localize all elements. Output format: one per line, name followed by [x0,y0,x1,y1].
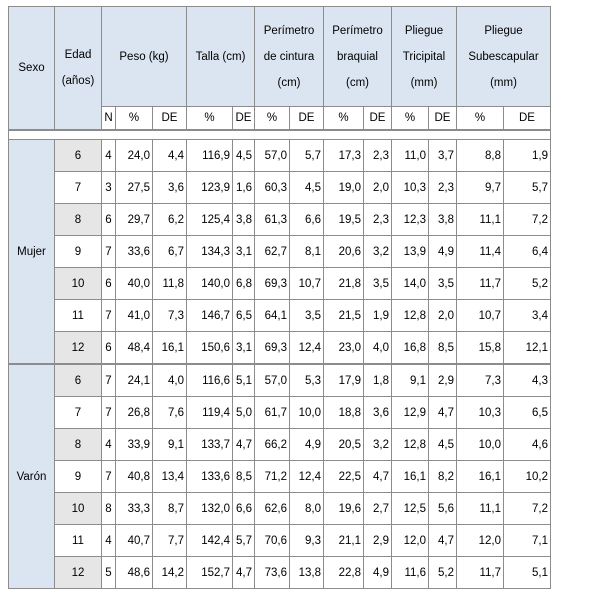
n-cell: 3 [102,172,116,204]
value-cell: 3,1 [233,332,255,365]
value-cell: 4,3 [504,364,551,397]
subheader-percent: % [255,107,290,131]
value-cell: 5,7 [290,140,324,172]
value-cell: 142,4 [187,525,233,557]
value-cell: 40,8 [116,461,153,493]
value-cell: 2,3 [364,204,392,236]
value-cell: 21,5 [324,300,364,332]
value-cell: 16,1 [457,461,504,493]
value-cell: 33,6 [116,236,153,268]
value-cell: 8,2 [429,461,457,493]
value-cell: 4,9 [290,429,324,461]
value-cell: 11,7 [457,268,504,300]
value-cell: 10,3 [392,172,429,204]
value-cell: 73,6 [255,557,290,589]
table-row [9,525,551,557]
value-cell: 140,0 [187,268,233,300]
value-cell: 20,6 [324,236,364,268]
age-cell: 9 [55,461,102,493]
value-cell: 5,1 [233,364,255,397]
value-cell: 23,0 [324,332,364,365]
age-cell: 12 [55,332,102,365]
table-row [9,204,551,236]
age-cell: 6 [55,364,102,397]
value-cell: 64,1 [255,300,290,332]
value-cell: 4,7 [233,557,255,589]
value-cell: 2,7 [364,493,392,525]
value-cell: 26,8 [116,397,153,429]
value-cell: 13,4 [153,461,187,493]
table-row [9,429,551,461]
n-cell: 7 [102,236,116,268]
value-cell: 7,3 [153,300,187,332]
value-cell: 133,7 [187,429,233,461]
anthropometry-table [8,6,551,589]
value-cell: 5,3 [290,364,324,397]
table-row [9,172,551,204]
value-cell: 61,7 [255,397,290,429]
value-cell: 3,5 [364,268,392,300]
spacer [9,130,551,140]
table-row [9,140,551,172]
value-cell: 11,8 [153,268,187,300]
subheader-de: DE [429,107,457,131]
value-cell: 3,7 [429,140,457,172]
n-cell: 7 [102,397,116,429]
subheader-percent: % [187,107,233,131]
table-row [9,493,551,525]
table-row [9,300,551,332]
value-cell: 18,8 [324,397,364,429]
value-cell: 1,9 [504,140,551,172]
value-cell: 16,1 [153,332,187,365]
header-braquial: Perímetro braquial (cm) [324,7,392,107]
value-cell: 12,3 [392,204,429,236]
value-cell: 2,3 [429,172,457,204]
subheader-de: DE [290,107,324,131]
value-cell: 2,0 [429,300,457,332]
value-cell: 69,3 [255,332,290,365]
value-cell: 132,0 [187,493,233,525]
value-cell: 70,6 [255,525,290,557]
n-cell: 4 [102,525,116,557]
value-cell: 6,6 [233,493,255,525]
value-cell: 14,0 [392,268,429,300]
value-cell: 5,2 [429,557,457,589]
n-cell: 8 [102,493,116,525]
value-cell: 3,6 [153,172,187,204]
value-cell: 12,8 [392,300,429,332]
value-cell: 33,3 [116,493,153,525]
subheader-de: DE [504,107,551,131]
n-cell: 6 [102,204,116,236]
value-cell: 134,3 [187,236,233,268]
value-cell: 10,3 [457,397,504,429]
value-cell: 4,7 [429,397,457,429]
value-cell: 17,9 [324,364,364,397]
value-cell: 8,7 [153,493,187,525]
value-cell: 3,8 [233,204,255,236]
value-cell: 1,9 [364,300,392,332]
subheader-n: N [102,107,116,131]
value-cell: 71,2 [255,461,290,493]
age-cell: 12 [55,557,102,589]
age-cell: 11 [55,525,102,557]
value-cell: 48,4 [116,332,153,365]
table-row [9,557,551,589]
value-cell: 15,8 [457,332,504,365]
value-cell: 11,1 [457,493,504,525]
value-cell: 5,2 [504,268,551,300]
value-cell: 133,6 [187,461,233,493]
value-cell: 19,5 [324,204,364,236]
value-cell: 6,2 [153,204,187,236]
subheader-percent: % [116,107,153,131]
value-cell: 3,5 [290,300,324,332]
value-cell: 5,7 [233,525,255,557]
age-cell: 11 [55,300,102,332]
header-cintura: Perímetro de cintura (cm) [255,7,324,107]
value-cell: 4,5 [429,429,457,461]
value-cell: 69,3 [255,268,290,300]
subheader-percent: % [392,107,429,131]
table-row [9,397,551,429]
value-cell: 9,7 [457,172,504,204]
value-cell: 4,9 [364,557,392,589]
header-sexo: Sexo [9,7,55,131]
value-cell: 24,0 [116,140,153,172]
value-cell: 11,0 [392,140,429,172]
value-cell: 125,4 [187,204,233,236]
value-cell: 12,1 [504,332,551,365]
value-cell: 4,0 [153,364,187,397]
n-cell: 7 [102,300,116,332]
value-cell: 116,9 [187,140,233,172]
value-cell: 12,5 [392,493,429,525]
value-cell: 19,0 [324,172,364,204]
table-row [9,364,551,397]
value-cell: 11,4 [457,236,504,268]
n-cell: 7 [102,461,116,493]
value-cell: 19,6 [324,493,364,525]
value-cell: 33,9 [116,429,153,461]
value-cell: 48,6 [116,557,153,589]
sex-cell: Varón [9,364,55,589]
header-talla: Talla (cm) [187,7,255,107]
value-cell: 20,5 [324,429,364,461]
value-cell: 6,5 [504,397,551,429]
value-cell: 8,8 [457,140,504,172]
age-cell: 7 [55,397,102,429]
n-cell: 6 [102,268,116,300]
value-cell: 2,9 [429,364,457,397]
value-cell: 3,2 [364,236,392,268]
subheader-de: DE [233,107,255,131]
subheader-de: DE [153,107,187,131]
value-cell: 3,4 [504,300,551,332]
age-cell: 8 [55,204,102,236]
value-cell: 3,2 [364,429,392,461]
value-cell: 62,6 [255,493,290,525]
value-cell: 11,6 [392,557,429,589]
value-cell: 13,9 [392,236,429,268]
value-cell: 24,1 [116,364,153,397]
value-cell: 116,6 [187,364,233,397]
value-cell: 3,8 [429,204,457,236]
value-cell: 7,1 [504,525,551,557]
value-cell: 3,1 [233,236,255,268]
n-cell: 4 [102,429,116,461]
value-cell: 13,8 [290,557,324,589]
value-cell: 60,3 [255,172,290,204]
age-cell: 7 [55,172,102,204]
value-cell: 29,7 [116,204,153,236]
value-cell: 5,0 [233,397,255,429]
value-cell: 10,0 [457,429,504,461]
value-cell: 61,3 [255,204,290,236]
header-edad: Edad (años) [55,7,102,131]
value-cell: 40,0 [116,268,153,300]
value-cell: 3,5 [429,268,457,300]
value-cell: 4,9 [429,236,457,268]
age-cell: 8 [55,429,102,461]
n-cell: 4 [102,140,116,172]
value-cell: 8,5 [429,332,457,365]
value-cell: 1,8 [364,364,392,397]
value-cell: 16,8 [392,332,429,365]
value-cell: 57,0 [255,140,290,172]
sex-cell: Mujer [9,140,55,365]
value-cell: 12,0 [457,525,504,557]
n-cell: 5 [102,557,116,589]
value-cell: 7,3 [457,364,504,397]
value-cell: 4,7 [364,461,392,493]
value-cell: 57,0 [255,364,290,397]
value-cell: 4,4 [153,140,187,172]
value-cell: 40,7 [116,525,153,557]
age-cell: 10 [55,268,102,300]
value-cell: 12,4 [290,332,324,365]
value-cell: 22,5 [324,461,364,493]
value-cell: 8,0 [290,493,324,525]
value-cell: 1,6 [233,172,255,204]
age-cell: 6 [55,140,102,172]
value-cell: 9,1 [392,364,429,397]
value-cell: 10,0 [290,397,324,429]
value-cell: 123,9 [187,172,233,204]
value-cell: 119,4 [187,397,233,429]
value-cell: 2,0 [364,172,392,204]
value-cell: 6,4 [504,236,551,268]
age-cell: 10 [55,493,102,525]
value-cell: 152,7 [187,557,233,589]
value-cell: 12,0 [392,525,429,557]
value-cell: 6,8 [233,268,255,300]
value-cell: 8,5 [233,461,255,493]
value-cell: 66,2 [255,429,290,461]
value-cell: 10,7 [290,268,324,300]
value-cell: 4,5 [290,172,324,204]
value-cell: 2,9 [364,525,392,557]
value-cell: 9,3 [290,525,324,557]
value-cell: 150,6 [187,332,233,365]
value-cell: 21,1 [324,525,364,557]
value-cell: 8,1 [290,236,324,268]
value-cell: 2,3 [364,140,392,172]
value-cell: 6,5 [233,300,255,332]
value-cell: 27,5 [116,172,153,204]
value-cell: 146,7 [187,300,233,332]
value-cell: 9,1 [153,429,187,461]
value-cell: 7,7 [153,525,187,557]
n-cell: 6 [102,332,116,365]
value-cell: 6,6 [290,204,324,236]
table-row [9,236,551,268]
value-cell: 14,2 [153,557,187,589]
table-row [9,332,551,365]
value-cell: 4,0 [364,332,392,365]
age-cell: 9 [55,236,102,268]
value-cell: 6,7 [153,236,187,268]
value-cell: 5,6 [429,493,457,525]
value-cell: 4,6 [504,429,551,461]
value-cell: 10,7 [457,300,504,332]
subheader-percent: % [324,107,364,131]
value-cell: 12,9 [392,397,429,429]
value-cell: 7,2 [504,204,551,236]
value-cell: 12,4 [290,461,324,493]
value-cell: 62,7 [255,236,290,268]
value-cell: 11,1 [457,204,504,236]
value-cell: 4,7 [429,525,457,557]
header-tricipital: Pliegue Tricipital (mm) [392,7,457,107]
header-peso: Peso (kg) [102,7,187,107]
header-subescapular: Pliegue Subescapular (mm) [457,7,551,107]
value-cell: 11,7 [457,557,504,589]
value-cell: 3,6 [364,397,392,429]
value-cell: 21,8 [324,268,364,300]
value-cell: 41,0 [116,300,153,332]
value-cell: 12,8 [392,429,429,461]
value-cell: 4,5 [233,140,255,172]
value-cell: 16,1 [392,461,429,493]
value-cell: 7,2 [504,493,551,525]
value-cell: 10,2 [504,461,551,493]
value-cell: 7,6 [153,397,187,429]
value-cell: 5,1 [504,557,551,589]
value-cell: 17,3 [324,140,364,172]
value-cell: 5,7 [504,172,551,204]
value-cell: 4,7 [233,429,255,461]
n-cell: 7 [102,364,116,397]
table-row [9,461,551,493]
subheader-de: DE [364,107,392,131]
subheader-percent: % [457,107,504,131]
value-cell: 22,8 [324,557,364,589]
table-row [9,268,551,300]
